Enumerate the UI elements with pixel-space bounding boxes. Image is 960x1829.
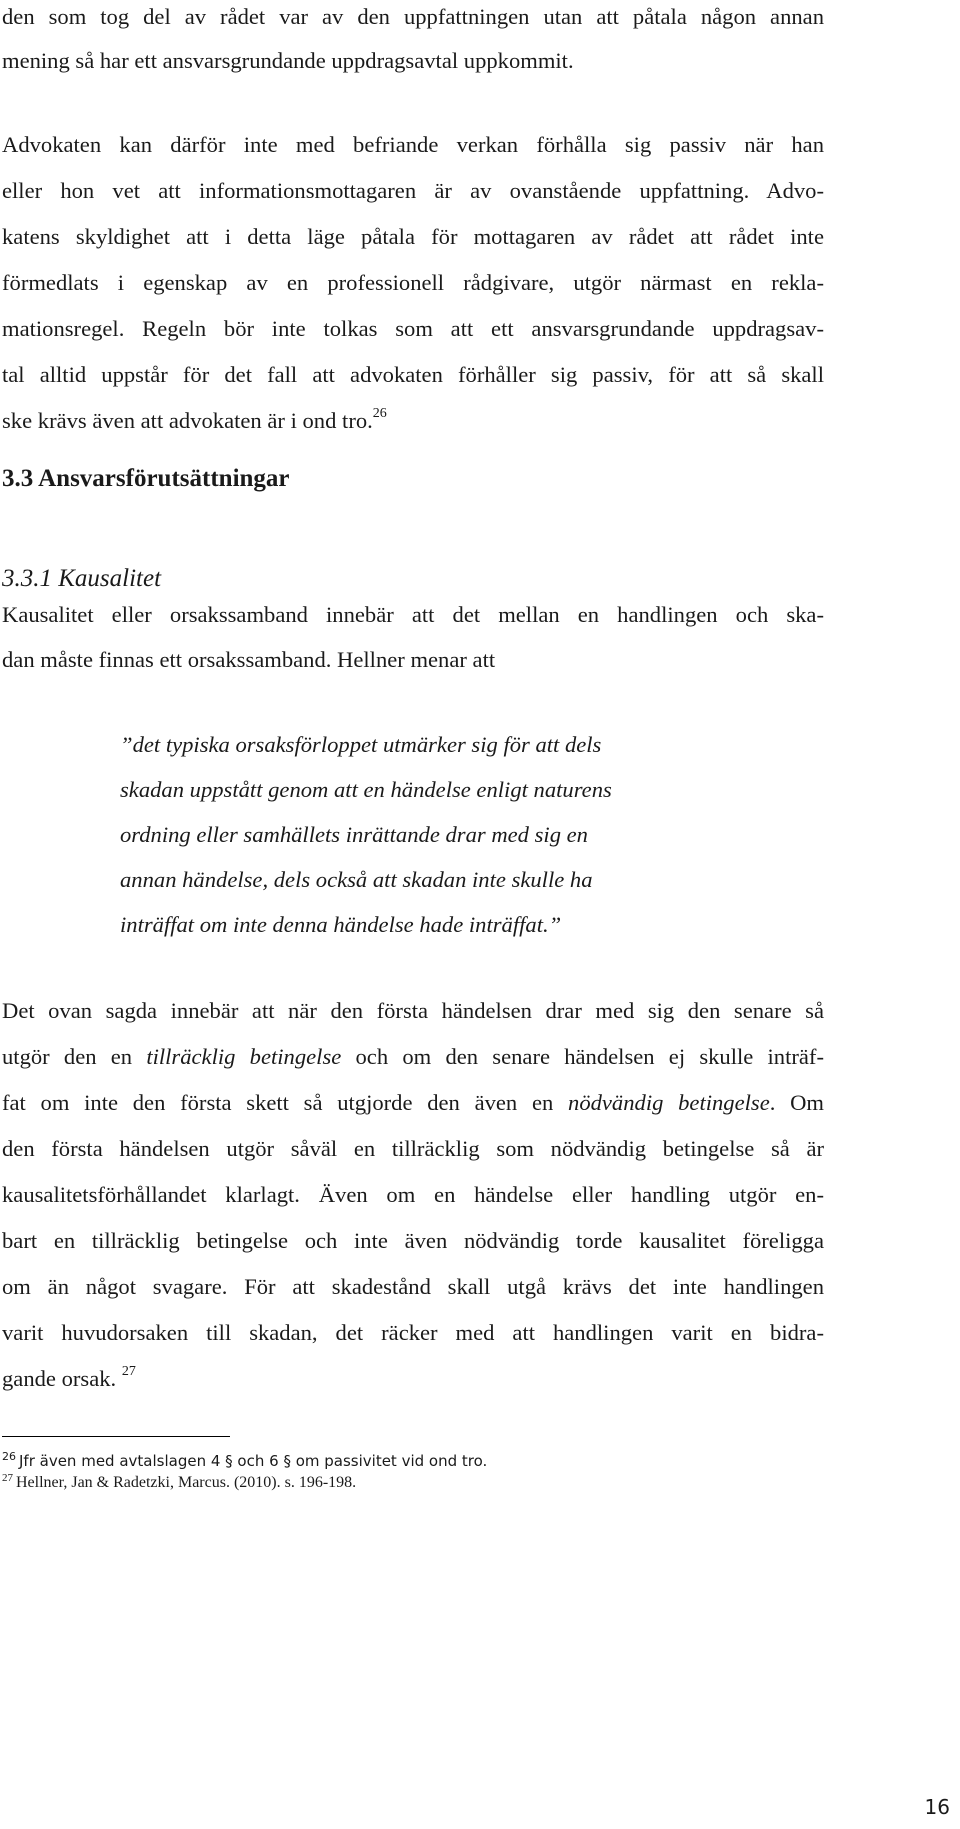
paragraph-3-line-1: Kausalitet eller orsakssamband innebär att det mellan en handlingen och ska- xyxy=(2,602,824,627)
paragraph-1-line-2: mening så har ett ansvarsgrundande uppdragsavtal uppkommit. xyxy=(2,48,574,73)
block-quote-line-4: annan händelse, dels också att skadan inte skulle ha xyxy=(120,867,593,892)
footnote-26 xyxy=(2,1450,487,1472)
footnote-26-number: 26 xyxy=(2,1450,16,1463)
section-heading-3-3: 3.3 Ansvarsförutsättningar xyxy=(2,465,290,492)
paragraph-2-line-7-text: ske krävs även att advokaten är i ond tro. xyxy=(2,408,373,433)
paragraph-2-line-2: eller hon vet att informationsmottagaren är av ovanstående uppfattning. Advo- xyxy=(2,178,824,203)
block-quote-line-3: ordning eller samhällets inrättande drar med sig en xyxy=(120,822,588,847)
footnote-separator xyxy=(2,1436,230,1437)
paragraph-4-line-8: varit huvudorsaken till skadan, det räcker med att handlingen varit en bidra- xyxy=(2,1320,824,1345)
p4-line9-text: gande orsak. xyxy=(2,1366,117,1391)
paragraph-2-line-4: förmedlats i egenskap av en professionell rådgivare, utgör närmast en rekla- xyxy=(2,270,824,295)
paragraph-2-line-1: Advokaten kan därför inte med befriande verkan förhålla sig passiv när han xyxy=(2,132,824,157)
block-quote-line-1: ”det typiska orsaksförloppet utmärker sig för att dels xyxy=(120,732,602,757)
paragraph-1-line-1: den som tog del av rådet var av den uppfattningen utan att påtala någon annan xyxy=(2,4,824,29)
footnote-27 xyxy=(2,1472,356,1494)
page-number: 16 xyxy=(924,1795,950,1819)
paragraph-4-line-4: den första händelsen utgör såväl en tillräcklig som nödvändig betingelse så är xyxy=(2,1136,824,1161)
paragraph-4-line-1: Det ovan sagda innebär att när den första händelsen drar med sig den senare så xyxy=(2,998,824,1023)
block-quote-line-5: inträffat om inte denna händelse hade inträffat.” xyxy=(120,912,562,937)
p4-term-tillracklig: tillräcklig betingelse xyxy=(146,1044,342,1069)
p4-term-nodvandig: nödvändig betingelse xyxy=(568,1090,770,1115)
footnote-27-text: Hellner, Jan & Radetzki, Marcus. (2010). s. 196-198. xyxy=(16,1474,357,1491)
paragraph-2-line-7 xyxy=(2,406,824,436)
p4-line2-text-a: utgör den en xyxy=(2,1044,147,1069)
block-quote-line-2: skadan uppstått genom att en händelse enligt naturens xyxy=(120,777,612,802)
paragraph-3-line-2: dan måste finnas ett orsakssamband. Hellner menar att xyxy=(2,647,496,672)
footnote-ref-27[interactable]: 27 xyxy=(121,1364,136,1379)
paragraph-2-line-3: katens skyldighet att i detta läge påtala för mottagaren av rådet att rådet inte xyxy=(2,224,824,249)
p4-line3-text-a: fat om inte den första skett så utgjorde den även en xyxy=(2,1090,569,1115)
paragraph-4-line-3 xyxy=(2,1088,824,1118)
footnote-ref-26[interactable]: 26 xyxy=(372,406,387,421)
footnote-26-text: Jfr även med avtalslagen 4 § och 6 § om passivitet vid ond tro. xyxy=(19,1452,488,1470)
p4-line2-text-b: och om den senare händelsen ej skulle inträf- xyxy=(341,1044,824,1069)
footnote-27-number: 27 xyxy=(2,1472,13,1484)
paragraph-2-line-6: tal alltid uppstår för det fall att advokaten förhåller sig passiv, för att så skall xyxy=(2,362,824,387)
subsection-heading-3-3-1: 3.3.1 Kausalitet xyxy=(2,565,162,592)
paragraph-4-line-6: bart en tillräcklig betingelse och inte även nödvändig torde kausalitet föreligga xyxy=(2,1228,824,1253)
p4-line3-text-b: . Om xyxy=(769,1090,824,1115)
paragraph-4-line-5: kausalitetsförhållandet klarlagt. Även om en händelse eller handling utgör en- xyxy=(2,1182,824,1207)
paragraph-4-line-7: om än något svagare. För att skadestånd skall utgå krävs det inte handlingen xyxy=(2,1274,824,1299)
paragraph-2-line-5: mationsregel. Regeln bör inte tolkas som att ett ansvarsgrundande uppdragsav- xyxy=(2,316,824,341)
paragraph-4-line-9 xyxy=(2,1364,824,1394)
paragraph-4-line-2 xyxy=(2,1042,824,1072)
